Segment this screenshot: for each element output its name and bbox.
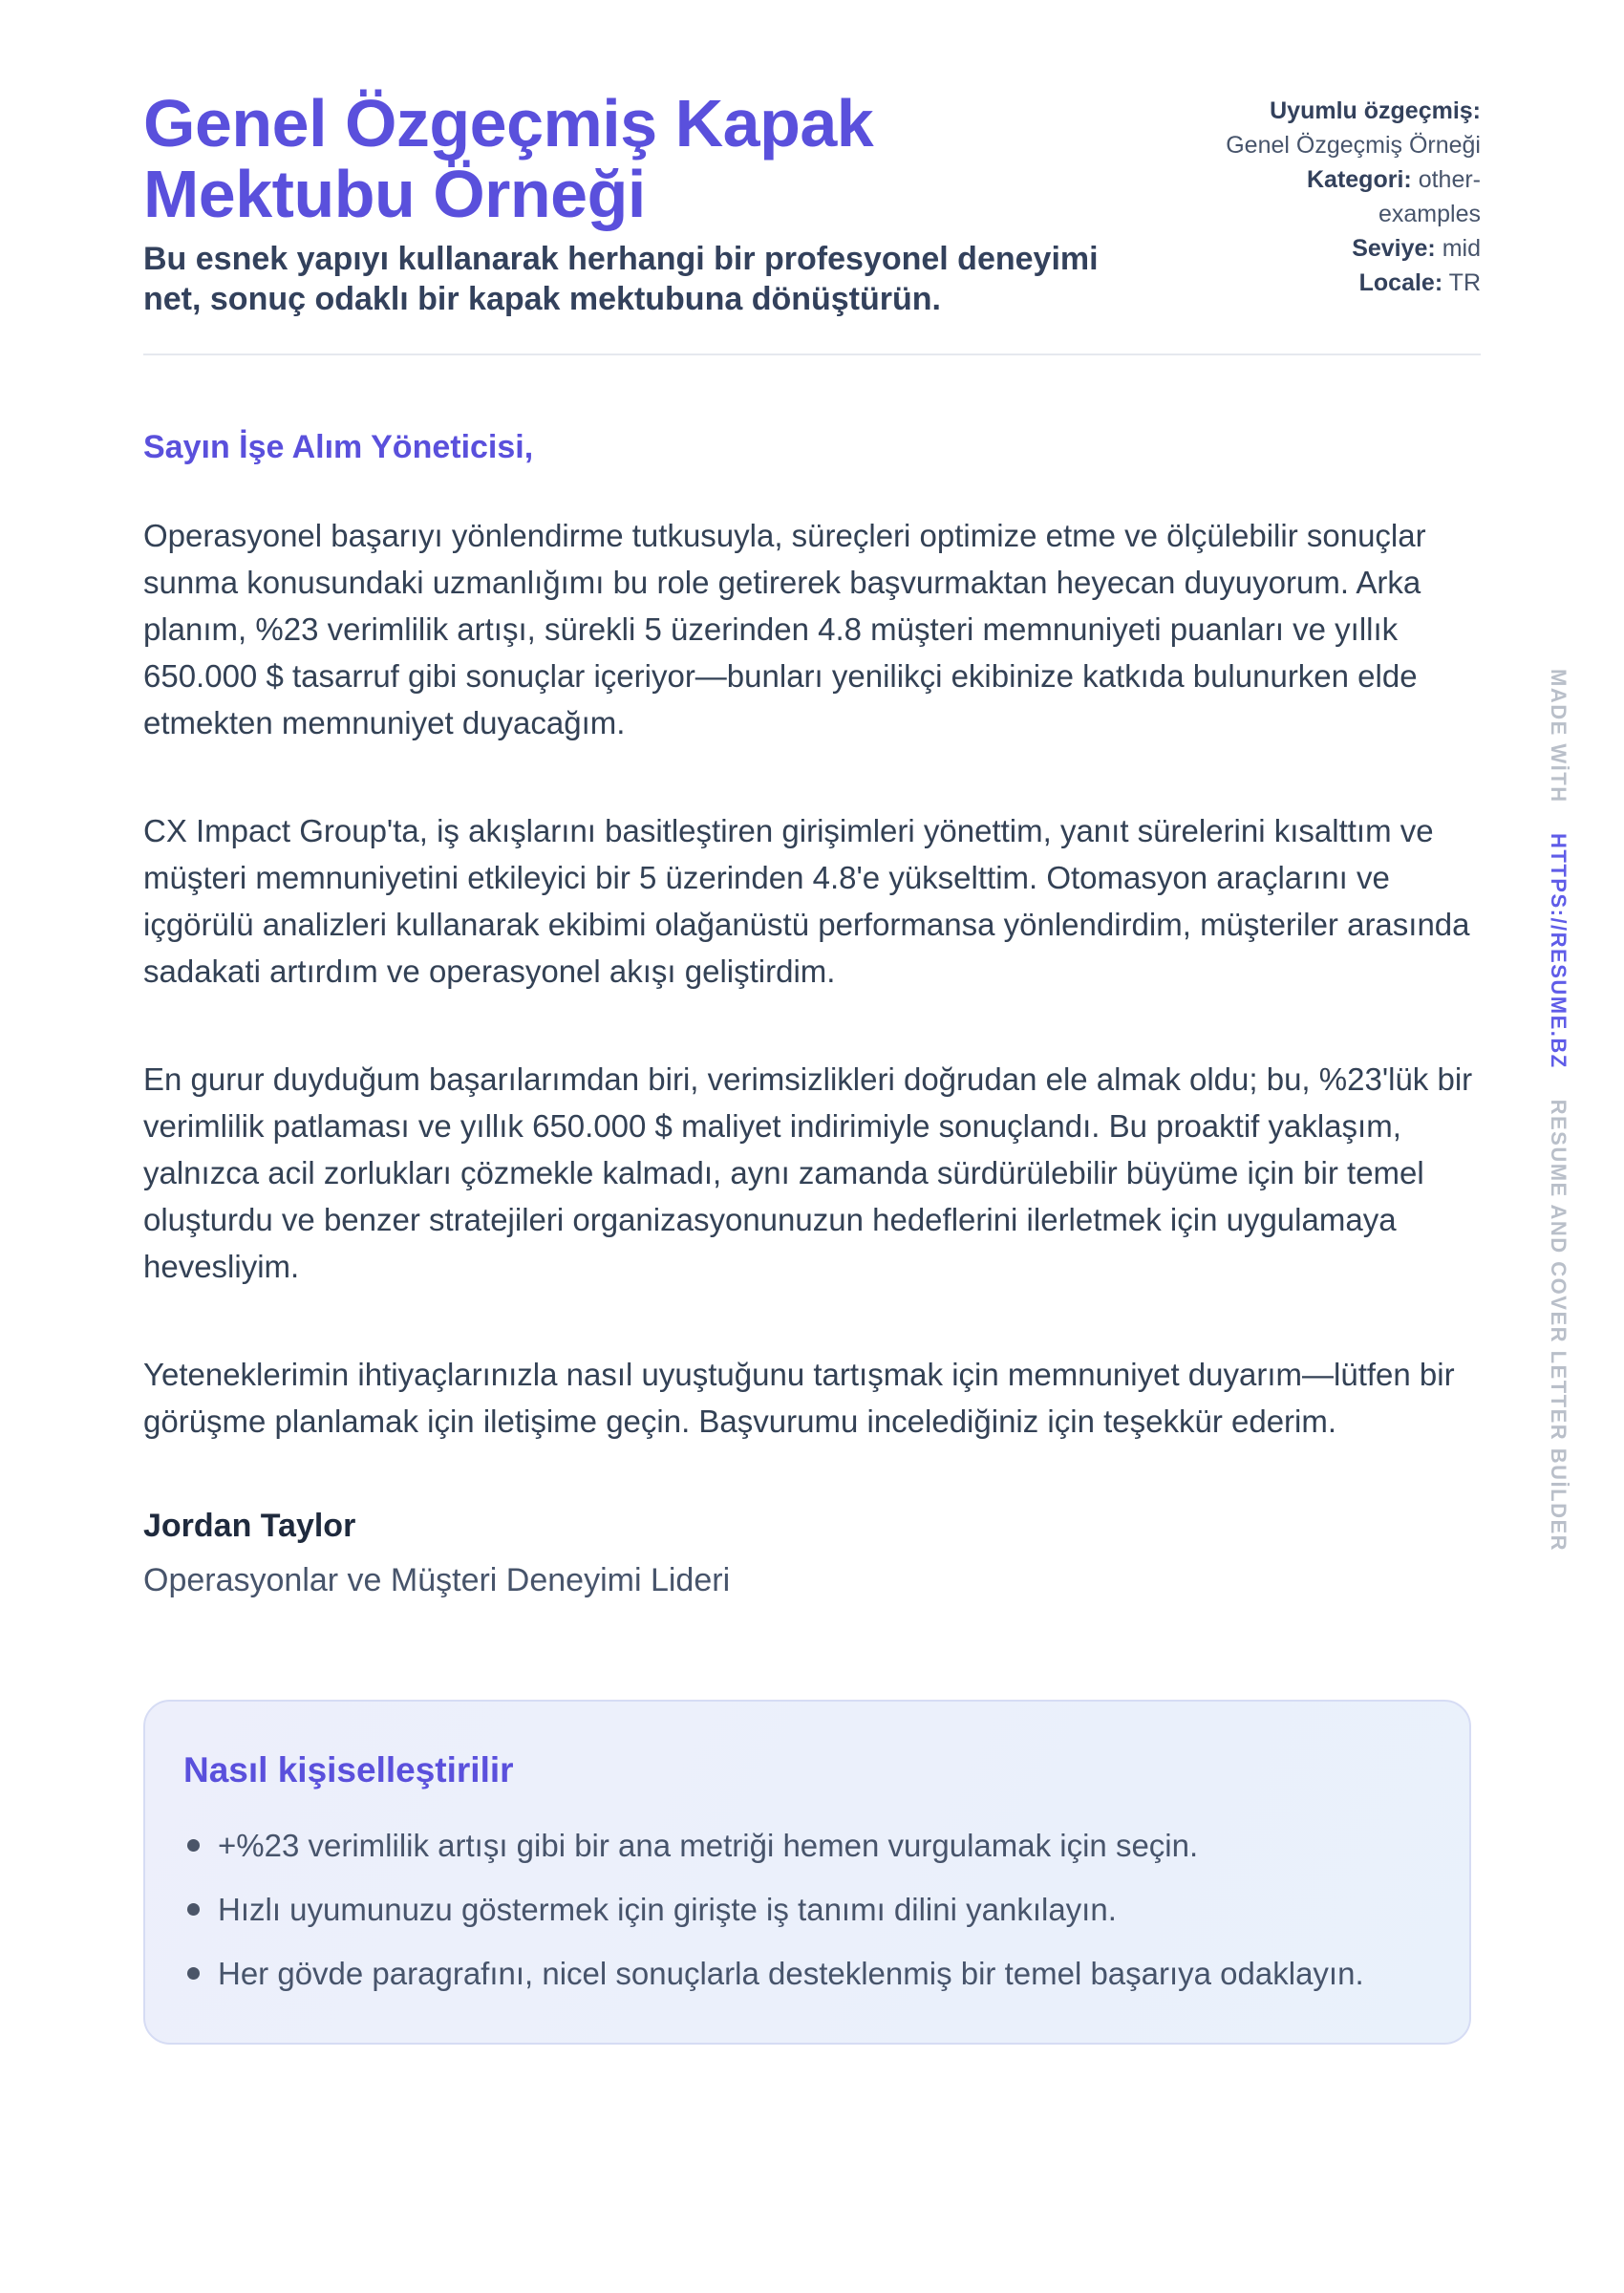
letter-paragraphs <box>143 512 1481 1445</box>
header-divider <box>143 354 1481 355</box>
meta-item <box>1213 94 1481 162</box>
personalization-tips-card <box>143 1700 1471 2045</box>
tips-list <box>183 1822 1427 1997</box>
meta-value: TR <box>1448 269 1481 296</box>
meta-item <box>1259 162 1481 231</box>
meta-label: Locale: <box>1358 269 1443 296</box>
letter-paragraph: CX Impact Group'ta, iş akışlarını basitleştiren girişimleri yönettim, yanıt sürelerini kısalttım ve müşteri memnuniyetini etkileyici bir 5 üzerinden 4.8'e yükselttim. Otomasyon araçlarını ve içgörülü analizleri kullanarak ekibimi olağanüstü performansa yönlendirdim, müşteriler arasında sadakati artırdım ve operasyonel akışı geliştirdim. <box>143 813 1470 989</box>
meta-value: mid <box>1442 235 1481 262</box>
page-title: Genel Özgeçmiş Kapak Mektubu Örneği <box>143 86 874 231</box>
signature-name: Jordan Taylor <box>143 1508 356 1544</box>
tips-list-item: +%23 verimlilik artışı gibi bir ana metriği hemen vurgulamak için seçin. <box>183 1822 1427 1869</box>
watermark <box>1546 669 1571 1552</box>
meta-panel <box>1213 88 1481 300</box>
meta-label: Seviye: <box>1352 235 1436 262</box>
watermark-prefix: MADE WİTH <box>1547 669 1571 804</box>
page-subtitle: Bu esnek yapıyı kullanarak herhangi bir profesyonel deneyimi net, sonuç odaklı bir kapak mektubuna dönüştürün. <box>143 241 1099 317</box>
header-title-block <box>143 88 1156 319</box>
meta-value: Genel Özgeçmiş Örneği <box>1226 132 1481 159</box>
meta-label: Kategori: <box>1307 166 1412 193</box>
meta-label: Uyumlu özgeçmiş: <box>1270 97 1481 124</box>
letter-paragraph: En gurur duyduğum başarılarımdan biri, verimsizlikleri doğrudan ele almak oldu; bu, %23'lük bir verimlilik patlaması ve yıllık 650.000 $ maliyet indirimiyle sonuçlandı. Bu proaktif yaklaşım, yalnızca acil zorlukları çözmekle kalmadı, aynı zamanda sürdürülebilir büyüme için bir temel oluşturdu ve benzer stratejileri organizasyonunuzun hedeflerini ilerletmek için uygulamaya hevesliyim. <box>143 1061 1473 1284</box>
signature-role: Operasyonlar ve Müşteri Deneyimi Lideri <box>143 1562 731 1598</box>
meta-item <box>1213 231 1481 266</box>
tips-card-title: Nasıl kişiselleştirilir <box>183 1750 514 1789</box>
meta-value: other-examples <box>1378 166 1481 227</box>
tips-list-item: Hızlı uyumunuzu göstermek için girişte iş tanımı dilini yankılayın. <box>183 1886 1427 1933</box>
resume-bz-link[interactable]: HTTPS://RESUME.BZ <box>1547 833 1571 1069</box>
letter-paragraph: Yeteneklerimin ihtiyaçlarınızla nasıl uyuştuğunu tartışmak için memnuniyet duyarım—lütfen bir görüşme planlamak için iletişime geçin. Başvurumu incelediğiniz için teşekkür ederim. <box>143 1357 1455 1439</box>
letter-body <box>143 426 1481 1600</box>
watermark-suffix: RESUME AND COVER LETTER BUİLDER <box>1547 1099 1571 1553</box>
salutation: Sayın İşe Alım Yöneticisi, <box>143 429 534 465</box>
meta-item <box>1213 266 1481 300</box>
letter-paragraph: Operasyonel başarıyı yönlendirme tutkusuyla, süreçleri optimize etme ve ölçülebilir sonuçlar sunma konusundaki uzmanlığımı bu role getirerek başvurmaktan heyecan duyuyorum. Arka planım, %23 verimlilik artışı, sürekli 5 üzerinden 4.8 müşteri memnuniyeti puanları ve yıllık 650.000 $ tasarruf gibi sonuçlar içeriyor—bunları yenilikçi ekibinize katkıda bulunurken elde etmekten memnuniyet duyacağım. <box>143 518 1426 740</box>
page-header <box>143 88 1481 319</box>
tips-list-item: Her gövde paragrafını, nicel sonuçlarla desteklenmiş bir temel başarıya odaklayın. <box>183 1950 1427 1997</box>
